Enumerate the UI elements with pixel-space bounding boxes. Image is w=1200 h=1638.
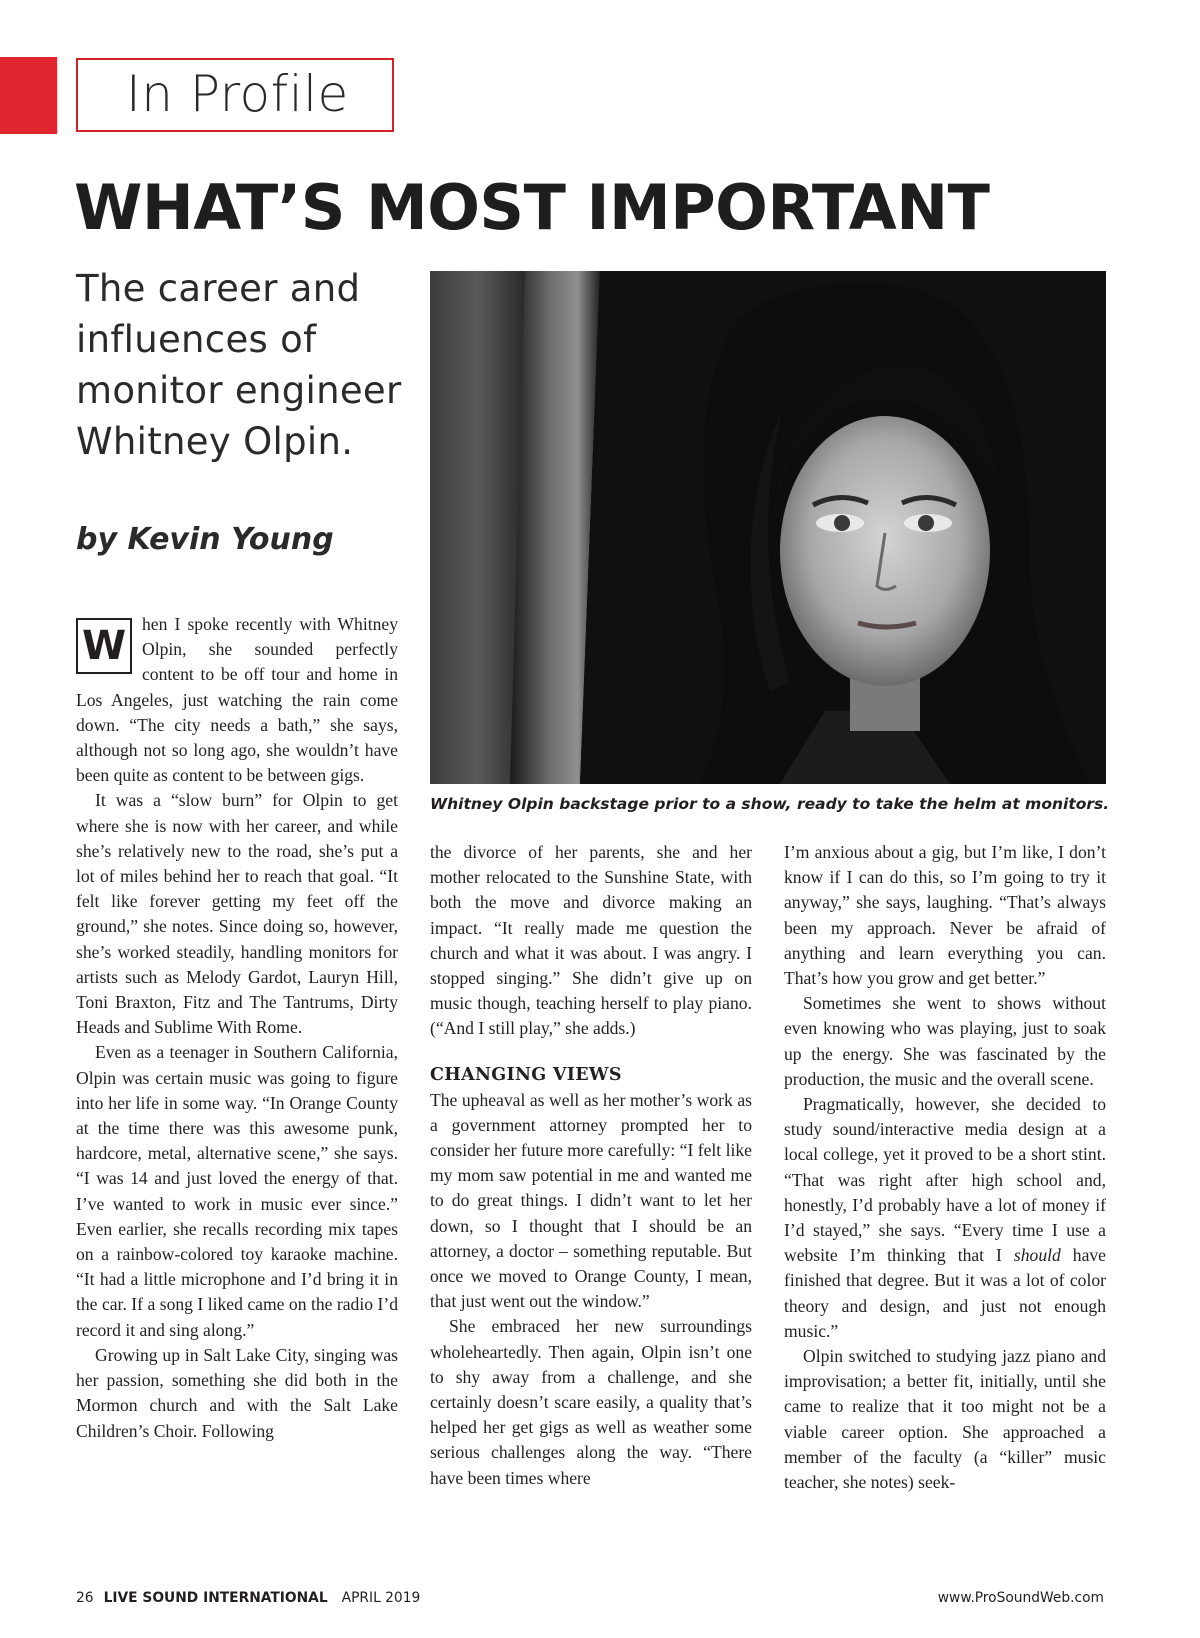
paragraph: I’m anxious about a gig, but I’m like, I don’t know if I can do this, so I’m going to try it anyway,” she says, laughing. “That’s always been my approach. Never be afraid of anything and learn everything you can. That’s how you grow and get better.” bbox=[784, 842, 1106, 989]
section-label-box bbox=[76, 58, 394, 132]
headline: WHAT’S MOST IMPORTANT bbox=[74, 171, 990, 244]
photo-caption: Whitney Olpin backstage prior to a show, ready to take the helm at monitors. bbox=[430, 795, 1110, 813]
paragraph: The upheaval as well as her mother’s work as a government attorney prompted her to consider her future more carefully: “I felt like my mom saw potential in me and wanted me to do great things. I didn’t want to let her down, so I thought that I should be an attorney, a doctor – something reputable. But once we moved to Orange County, I mean, that just went out the window.” bbox=[430, 1089, 752, 1312]
paragraph: Growing up in Salt Lake City, singing was her passion, something she did both in the Mormon church and with the Salt Lake Children’s Choir. Following bbox=[76, 1344, 398, 1441]
paragraph: Olpin switched to studying jazz piano and improvisation; a better fit, initially, until she came to realize that it too might not be a viable career option. She approached a member of the faculty (a “killer” music teacher, she notes) seek- bbox=[784, 1346, 1106, 1493]
section-label: In Profile bbox=[126, 65, 349, 123]
website-link[interactable]: www.ProSoundWeb.com bbox=[937, 1590, 1104, 1606]
page-number: 26 bbox=[76, 1590, 94, 1606]
footer-left bbox=[76, 1588, 420, 1608]
issue-date: APRIL 2019 bbox=[341, 1590, 421, 1606]
paragraph: hen I spoke recently with Whitney Olpin, she sounded perfectly content to be off tour and home in Los Angeles, just watching the rain come down. “The city needs a bath,” she says, although not so long ago, she wouldn’t have been quite as content to be between gigs. bbox=[76, 614, 398, 786]
body-column-3 bbox=[784, 840, 1106, 1495]
emphasis: should bbox=[1013, 1245, 1061, 1266]
body-column-1 bbox=[76, 612, 398, 1444]
portrait-photo bbox=[430, 271, 1106, 784]
section-color-tab bbox=[0, 57, 57, 134]
paragraph: It was a “slow burn” for Olpin to get where she is now with her career, and while she’s relatively new to the road, she’s put a lot of miles behind her to reach that goal. “It felt like forever getting my feet off the ground,” she notes. Since doing so, however, she’s worked steadily, handling monitors for artists such as Melody Gardot, Lauryn Hill, Toni Braxton, Fitz and The Tantrums, Dirty Heads and Sublime With Rome. bbox=[76, 790, 398, 1038]
deck: The career and influences of monitor engineer Whitney Olpin. bbox=[76, 267, 402, 463]
subhead: CHANGING VIEWS bbox=[430, 1064, 622, 1085]
paragraph: Sometimes she went to shows without even knowing who was playing, just to soak up the energy. She was fascinated by the production, the music and the overall scene. bbox=[784, 993, 1106, 1089]
paragraph: Even as a teenager in Southern California, Olpin was certain music was going to figure into her life in some way. “In Orange County at the time there was this awesome punk, hardcore, metal, alternative scene,” she says. “I was 14 and just loved the energy of that. I’ve wanted to work in music ever since.” Even earlier, she recalls recording mix tapes on a rainbow-colored toy karaoke machine. “It had a little microphone and I’d bring it in the car. If a song I liked came on the radio I’d record it and sing along.” bbox=[76, 1042, 398, 1340]
paragraph: She embraced her new surroundings wholeheartedly. Then again, Olpin isn’t one to shy away from a challenge, and she certainly doesn’t scare easily, a quality that’s helped her get gigs as well as weather some serious challenges along the way. “There have been times where bbox=[430, 1316, 752, 1488]
drop-cap: W bbox=[76, 618, 132, 674]
body-column-2 bbox=[430, 840, 752, 1491]
paragraph: Pragmatically, however, she decided to study sound/interactive media design at a local college, yet it proved to be a short stint. “That was right after high school and, honestly, I’d probably have a lot of money if I’d stayed,” she says. “Every time I use a website I’m thinking that I should have finished that degree. But it was a lot of color theory and design, and just not enough music.” bbox=[784, 1094, 1106, 1341]
publication-name: LIVE SOUND INTERNATIONAL bbox=[103, 1590, 328, 1606]
face-shape bbox=[780, 416, 990, 686]
byline: by Kevin Young bbox=[76, 522, 334, 557]
paragraph: the divorce of her parents, she and her mother relocated to the Sunshine State, with both the move and divorce making an impact. “It really made me question the church and what it was about. I was angry. I stopped singing.” She didn’t give up on music though, teaching herself to play piano. (“And I still play,” she adds.) bbox=[430, 842, 752, 1039]
